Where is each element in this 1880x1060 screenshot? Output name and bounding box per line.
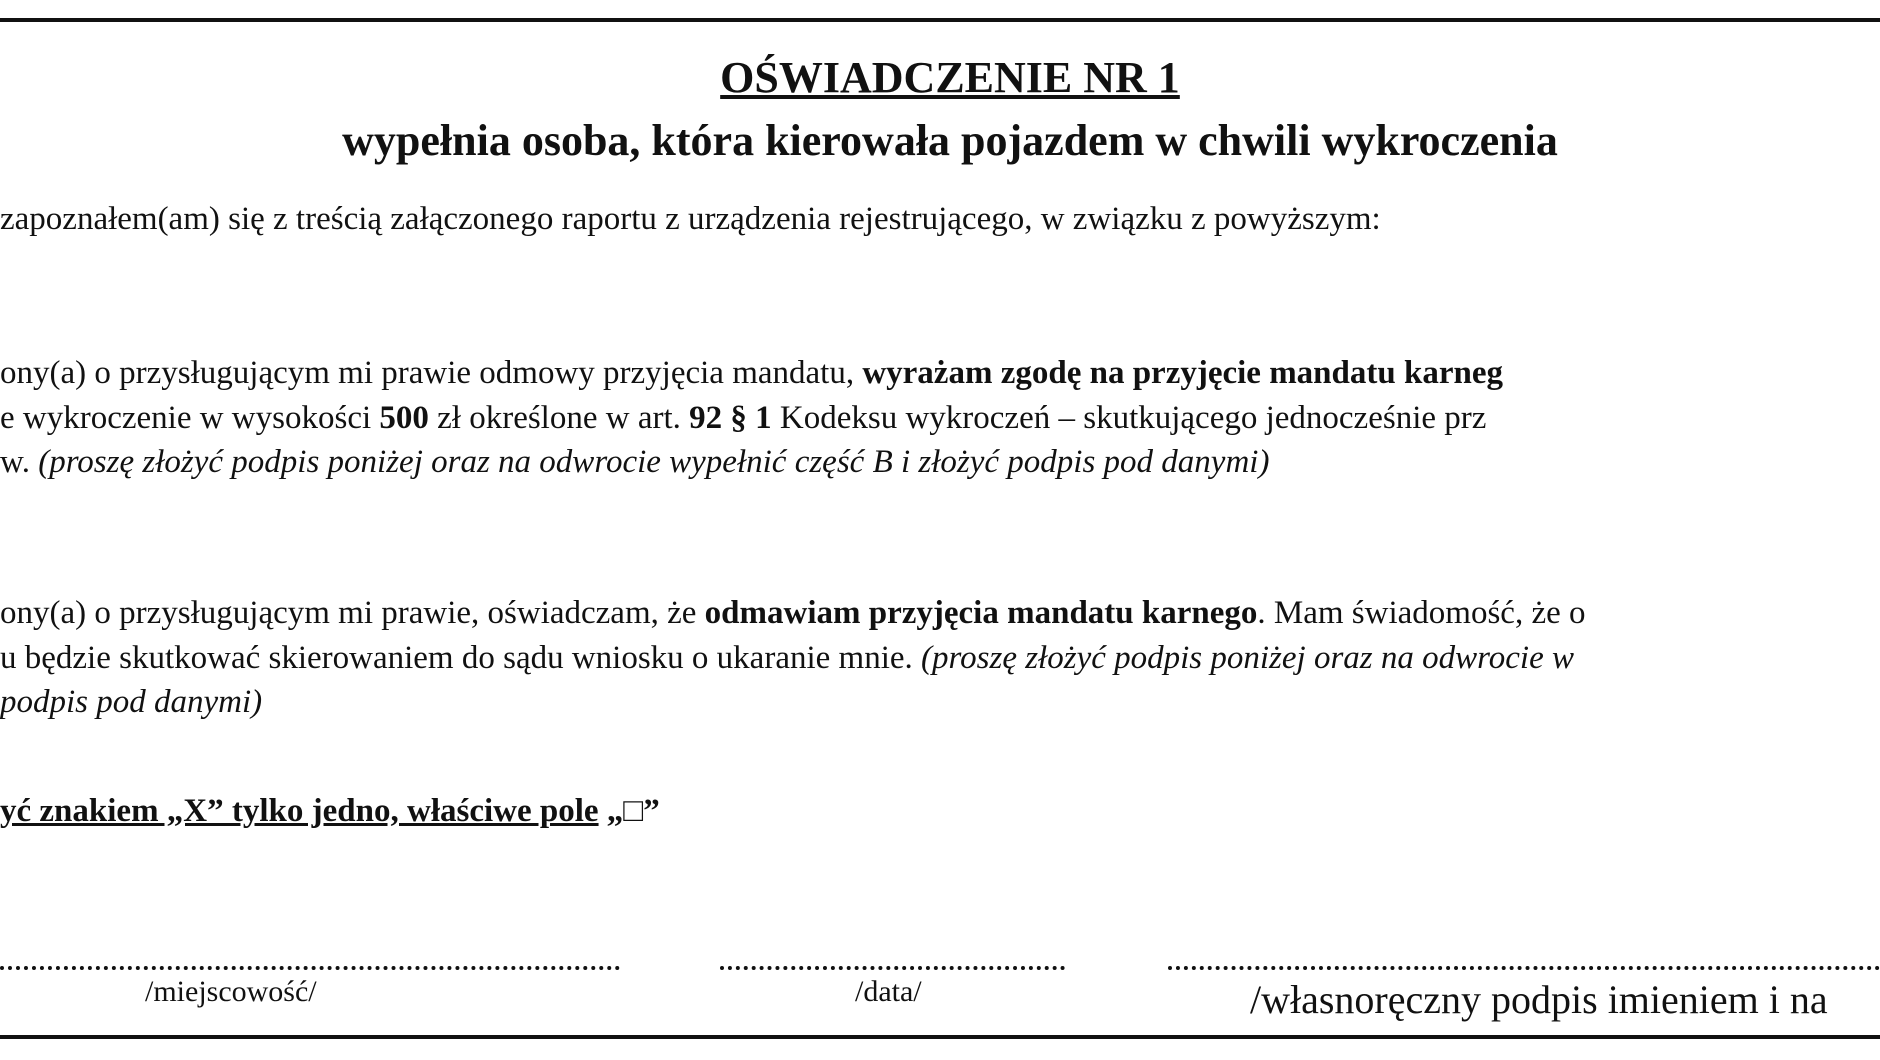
document-title: OŚWIADCZENIE NR 1 <box>720 53 1180 102</box>
top-border <box>0 18 1880 22</box>
bottom-border <box>0 1035 1880 1039</box>
date-caption: /data/ <box>855 975 922 1008</box>
option2-line2-text: u będzie skutkować skierowaniem do sądu wniosku o ukaranie mnie. <box>0 640 922 676</box>
instruction-underlined: yć znakiem „X” tylko jedno, właściwe pole <box>0 793 599 829</box>
option2-line3: podpis pod danymi) <box>0 684 263 720</box>
option2-refusal-text: odmawiam przyjęcia mandatu karnego <box>704 595 1258 631</box>
option1-note: (proszę złożyć podpis poniżej oraz na odwrocie wypełnić część B i złożyć podpis pod danymi) <box>38 444 1270 480</box>
document-subtitle: wypełnia osoba, która kierowała pojazdem w chwili wykroczenia <box>342 116 1558 165</box>
option1-line2-text3: Kodeksu wykroczeń – skutkującego jednocześnie prz <box>771 400 1487 436</box>
article-reference: 92 § 1 <box>689 400 772 436</box>
signature-caption: /własnoręczny podpis imieniem i na <box>1250 977 1828 1022</box>
option1-line1 <box>0 355 1503 392</box>
option1-consent-text: wyrażam zgodę na przyjęcie mandatu karneg <box>862 355 1503 391</box>
option2-line1-text2: . Mam świadomość, że o <box>1257 595 1586 631</box>
option1-line1-text: ony(a) o przysługującym mi prawie odmowy przyjęcia mandatu, <box>0 355 863 391</box>
option2-line1-text: ony(a) o przysługującym mi prawie, oświadczam, że <box>0 595 705 631</box>
option2-line1 <box>0 595 1586 632</box>
signature-field[interactable] <box>1168 966 1880 970</box>
place-caption: /miejscowość/ <box>145 975 317 1008</box>
instruction-checkbox-hint: „□” <box>598 793 660 829</box>
option1-line3-text: w. <box>0 444 39 480</box>
instruction-line <box>0 793 660 830</box>
place-field[interactable] <box>0 966 620 970</box>
option1-line2-text: e wykroczenie w wysokości <box>0 400 380 436</box>
date-field[interactable] <box>720 966 1065 970</box>
option1-line2 <box>0 400 1486 437</box>
option1-line2-text2: zł określone w art. <box>428 400 690 436</box>
intro-text: zapoznałem(am) się z treścią załączonego raportu z urządzenia rejestrującego, w związku z powyższym: <box>0 201 1381 237</box>
option2-line2 <box>0 640 1574 677</box>
option1-line3 <box>0 444 1269 481</box>
option2-note: (proszę złożyć podpis poniżej oraz na odwrocie w <box>921 640 1574 676</box>
fine-amount: 500 <box>379 400 429 436</box>
